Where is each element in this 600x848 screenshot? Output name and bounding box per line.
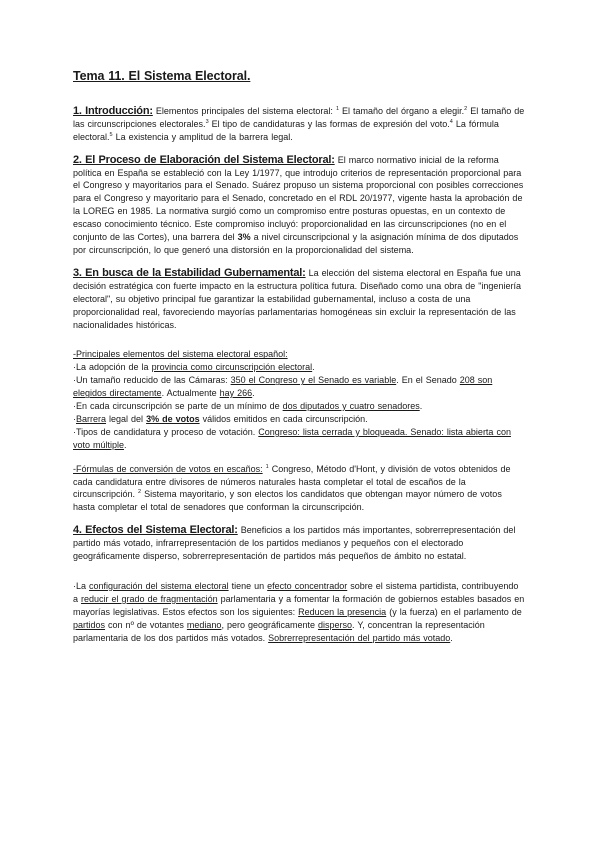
section-estabilidad	[73, 267, 525, 332]
underlined-text: disperso	[318, 619, 353, 630]
list-text: ·	[73, 413, 76, 424]
list-text: ·Un tamaño reducido de las Cámaras:	[73, 375, 228, 386]
paragraph-text: con nº de votantes	[108, 619, 184, 630]
underlined-text: partidos	[73, 619, 106, 630]
footnote-number: 2	[138, 489, 142, 496]
paragraph-text: Congreso, Método d'Hont, y división de votos obtenidos de cada candidatura entre divisores de números naturales hasta completar el total de escaños de la circunscripción.	[73, 463, 511, 500]
footnote-number: 1	[265, 463, 269, 470]
section-efectos	[73, 524, 525, 563]
underlined-text: 350 el Congreso y el Senado es variable	[230, 375, 397, 386]
paragraph-text: . Y, concentran la representación parlamentaria de los dos partidos más votados.	[73, 619, 485, 643]
efectos-detail-paragraph	[73, 580, 525, 645]
underlined-text: provincia como circunscripción electoral	[151, 362, 313, 373]
underlined-text: Barrera	[76, 413, 107, 424]
paragraph-text: ·La	[73, 581, 87, 591]
underlined-text: Reducen la presencia	[298, 606, 387, 617]
list-item	[73, 400, 525, 413]
page-title: Tema 11. El Sistema Electoral.	[73, 69, 251, 83]
subsection-heading: -Principales elementos del sistema electoral español:	[73, 349, 288, 360]
list-text: .	[124, 439, 127, 450]
section-heading: 4. Efectos del Sistema Electoral:	[73, 524, 238, 537]
footnote-number: 1	[335, 105, 339, 112]
list-text: ·En cada circunscripción se parte de un mínimo de	[73, 401, 280, 412]
elementos-list	[73, 348, 525, 451]
list-item	[73, 426, 525, 452]
list-item	[73, 374, 525, 400]
section-heading: 2. El Proceso de Elaboración del Sistema Electoral:	[73, 153, 335, 166]
footnote-number: 2	[464, 105, 468, 112]
underlined-text: mediano	[186, 619, 222, 630]
footnote-number: 4	[449, 118, 453, 125]
paragraph-text: a nivel circunscripcional y la asignación mínima de dos diputados por circunscripción, lo que generó una distorsión en la proporcionalidad del sistema.	[73, 232, 519, 255]
underlined-text: efecto concentrador	[267, 581, 348, 591]
underlined-text: reducir el grado de fragmentación	[81, 593, 218, 604]
paragraph-text: Sistema mayoritario, y son electos los candidatos que obtengan mayor número de votos hasta completar el total de senadores que conforman la circunscripción.	[73, 489, 502, 513]
subsection-heading: -Fórmulas de conversión de votos en escaños:	[73, 463, 263, 474]
bold-percentage: 3%	[237, 232, 251, 243]
paragraph-text: El tamaño del órgano a elegir.	[342, 105, 465, 116]
list-text: ·Tipos de candidatura y proceso de votación.	[73, 426, 256, 437]
list-text: ·La adopción de la	[73, 362, 149, 373]
underlined-text: Congreso: lista cerrada y bloqueada. Senado: lista abierta con voto múltiple	[73, 426, 511, 450]
paragraph-text: El tipo de candidaturas y las formas de expresión del voto.	[211, 118, 450, 129]
footnote-number: 3	[205, 118, 209, 125]
list-text: válidos emitidos en cada circunscripción.	[202, 413, 368, 424]
list-text: . Actualmente	[161, 388, 217, 399]
paragraph-text: La existencia y amplitud de la barrera legal.	[115, 131, 293, 142]
paragraph-text: parlamentaria y a fomentar la formación de gobiernos estables basados en mayorías legislativas. Estos efectos son los siguientes:	[73, 593, 525, 617]
underlined-text: configuración del sistema electoral	[89, 581, 229, 591]
paragraph-text: El marco normativo inicial de la reforma política en España se estableció con la Ley 1/1977, que introdujo criterios de representación proporcional para el Congreso y mayoritarios para el Senado. Suárez propuso un sistema proporcional con posibles correcciones para el Congreso y mayoritario para el Senado, concretado en el RDL 20/1977, vigente hasta la aprobación de la LOREG en 1985. La normativa surgió como un compromiso entre posturas opuestas, en un contexto de escaso conocimiento técnico. Este compromiso incluyó: proporcionalidad en las circunscripciones (no en el conjunto de las Cortes), una barrera del	[73, 154, 524, 243]
formulas-paragraph	[73, 463, 525, 515]
paragraph-text: El tamaño de las circunscripciones electorales.	[73, 105, 525, 129]
list-text: .	[312, 362, 315, 373]
document-body	[73, 70, 525, 645]
section-heading: 3. En busca de la Estabilidad Gubernamental:	[73, 266, 306, 279]
section-introduccion	[73, 105, 525, 144]
footnote-number: 5	[109, 131, 113, 138]
list-text: .	[252, 388, 255, 399]
list-text: legal del	[109, 413, 144, 424]
paragraph-text: sobre el sistema partidista, contribuyendo a	[73, 581, 519, 604]
section-heading: 1. Introducción:	[73, 104, 153, 117]
underlined-text: 3% de votos	[146, 413, 200, 424]
paragraph-text: La fórmula electoral.	[73, 118, 499, 142]
list-item	[73, 361, 525, 374]
list-text: .	[419, 401, 423, 412]
list-text: . En el Senado	[396, 375, 457, 386]
paragraph-text: Beneficios a los partidos más importantes, sobrerrepresentación del partido más votado, infrarrepresentación de los partidos medianos y pequeños con el electorado geográficamente disperso, sobrerrepresentación de partidos más pequeños de ámbito no estatal.	[73, 525, 516, 562]
paragraph-text: .	[450, 632, 453, 643]
underlined-text: Sobrerrepresentación del partido más votado	[268, 632, 451, 643]
list-item	[73, 413, 525, 426]
paragraph-text: tiene un	[231, 581, 265, 591]
underlined-text: dos diputados y cuatro senadores	[282, 401, 420, 412]
section-proceso-elaboracion	[73, 154, 525, 257]
underlined-text: 208 son elegidos directamente	[73, 375, 493, 399]
paragraph-text: , pero geográficamente	[221, 619, 315, 630]
paragraph-text: (y la fuerza) en el parlamento de	[389, 606, 522, 617]
paragraph-text: La elección del sistema electoral en España fue una decisión estratégica con fuerte impacto en la estructura política futura. Diseñado como una obra de "ingeniería electoral", su objetivo principal fue garantizar la estabilidad gubernamental, incluso a costa de una proporcionalidad real, favoreciendo mayorías parlamentarias homogéneas sin excluir la representación de las nacionalidades históricas.	[73, 267, 521, 330]
paragraph-text: Elementos principales del sistema electoral:	[155, 105, 333, 116]
underlined-text: hay 266	[219, 388, 253, 399]
